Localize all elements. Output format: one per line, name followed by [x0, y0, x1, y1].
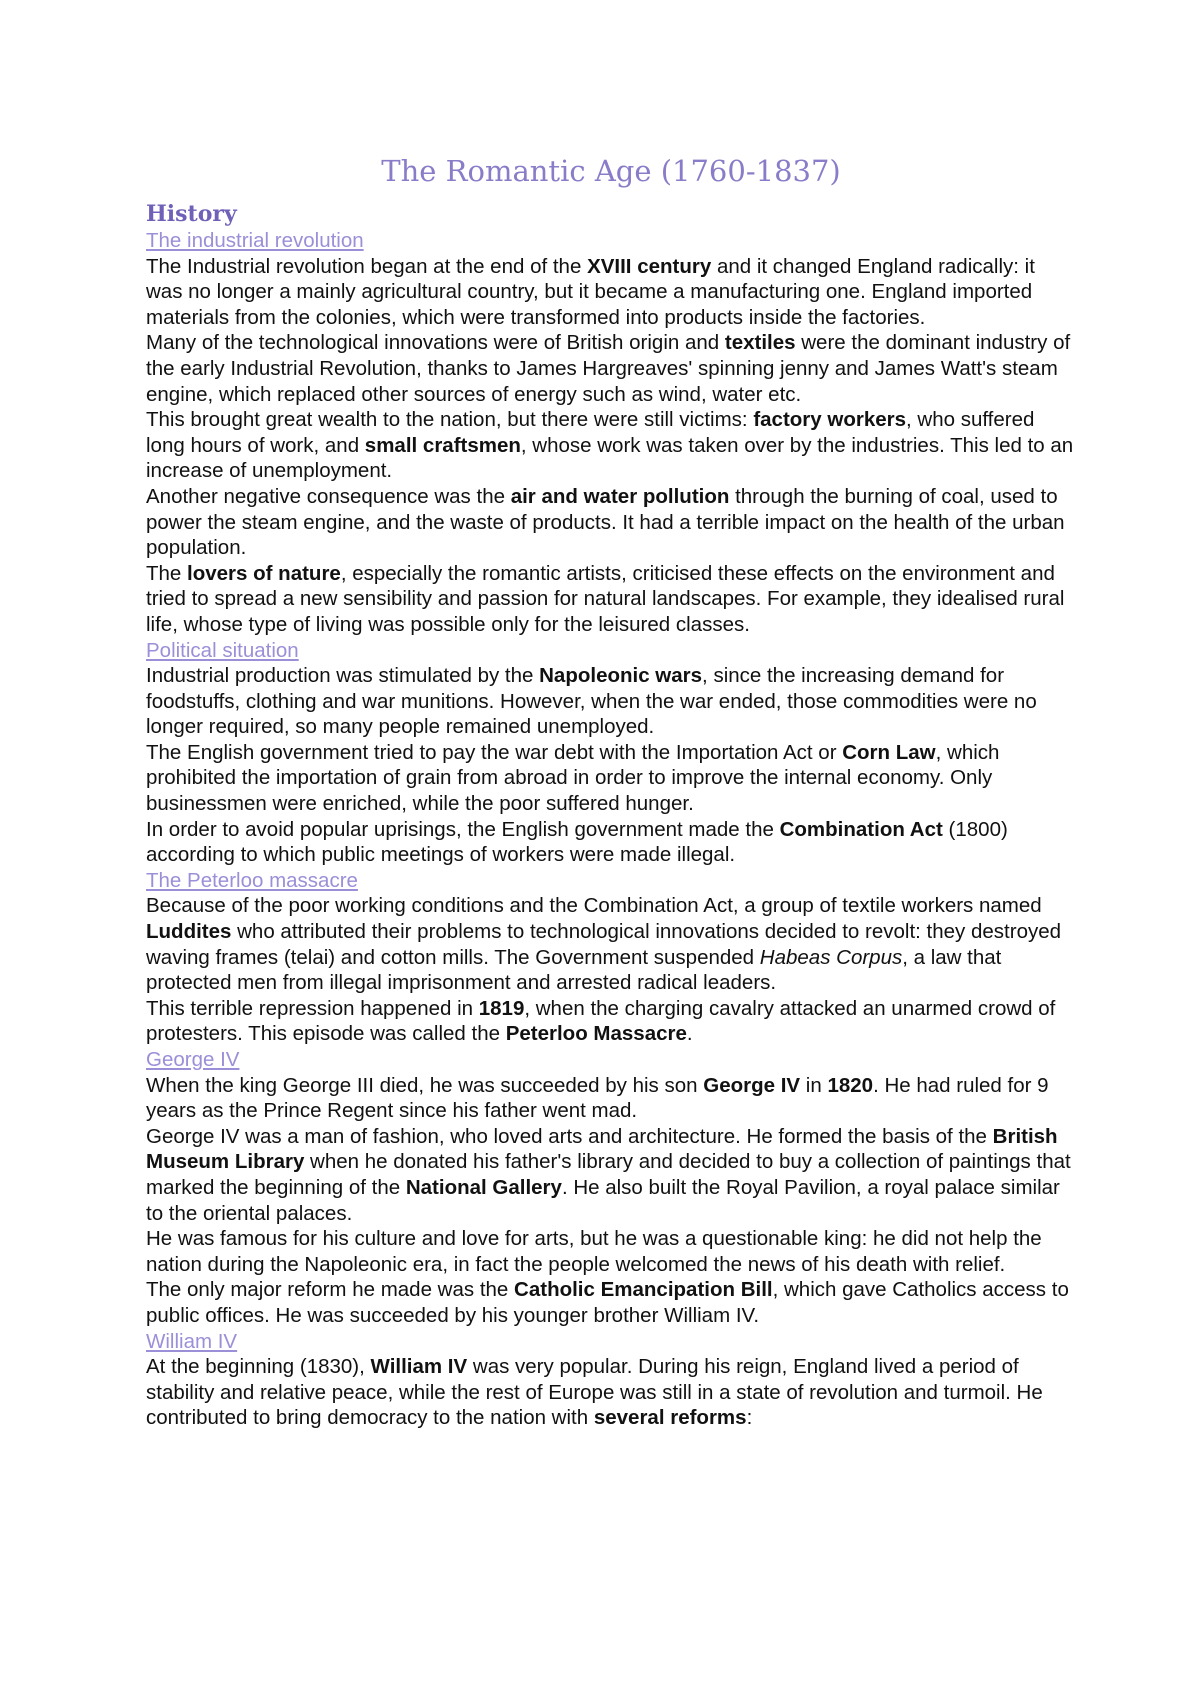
text-run: This terrible repression happened in	[146, 996, 479, 1020]
bold-text: XVIII century	[587, 254, 712, 278]
document-page	[146, 150, 1076, 1431]
bold-text: textiles	[724, 331, 796, 355]
text-run: The Industrial revolution began at the end of the	[146, 254, 588, 278]
paragraph	[146, 254, 1076, 331]
bold-text: Peterloo Massacre	[505, 1022, 687, 1046]
text-run: George IV was a man of fashion, who loved arts and architecture. He formed the basis of the	[146, 1124, 993, 1148]
bold-text: Napoleonic wars	[539, 664, 703, 688]
text-run: . He had ruled for 9 years as the Prince Regent since his father went mad.	[146, 1073, 1049, 1123]
text-run: , especially the romantic artists, criticised these effects on the environment and tried to spread a new sensibility and passion for natural landscapes. For example, they idealised rural life, whose type of living was possible only for the leisured classes.	[146, 561, 1065, 636]
text-run: , who suffered long hours of work, and	[146, 408, 1035, 457]
bold-text: factory workers	[753, 408, 907, 432]
bold-text: William IV	[370, 1355, 468, 1379]
bold-text: Combination Act	[779, 817, 943, 841]
text-run: In order to avoid popular uprisings, the English government made the	[146, 817, 780, 841]
paragraph	[146, 893, 1076, 995]
text-run: . He also built the Royal Pavilion, a royal palace similar to the oriental palaces.	[146, 1175, 1060, 1225]
text-run: :	[746, 1406, 753, 1430]
text-run: was very popular. During his reign, England lived a period of stability and relative peace, while the rest of Europe was still in a state of revolution and turmoil. He contributed to bring democracy to the nation with	[146, 1355, 1043, 1430]
text-run: through the burning of coal, used to power the steam engine, and the waste of products. It had a terrible impact on the health of the urban population.	[146, 484, 1065, 560]
text-run: He was famous for his culture and love for arts, but he was a questionable king: he did not help the nation during the Napoleonic era, in fact the people welcomed the news of his death with relief.	[146, 1227, 1042, 1276]
text-run: were the dominant industry of the early Industrial Revolution, thanks to James Hargreaves' spinning jenny and James Watt's steam engine, which replaced other sources of energy such as wind, water etc.	[146, 331, 1071, 406]
paragraph	[146, 1354, 1076, 1431]
text-run: and it changed England radically: it was no longer a mainly agricultural country, but it became a manufacturing one. England imported materials from the colonies, which were transformed into products inside the factories.	[146, 254, 1035, 329]
paragraph	[146, 407, 1076, 484]
text-run: , which prohibited the importation of grain from abroad in order to improve the internal economy. Only businessmen were enriched, while the poor suffered hunger.	[146, 740, 1000, 816]
document-title: The Romantic Age (1760-1837)	[381, 154, 841, 188]
text-run: , a law that protected men from illegal imprisonment and arrested radical leaders.	[146, 945, 1002, 995]
subheading: George IV	[146, 1048, 240, 1071]
text-run: Many of the technological innovations were of British origin and	[146, 331, 725, 355]
paragraph	[146, 1073, 1076, 1124]
bold-text: George IV	[703, 1073, 801, 1097]
subheading: The Peterloo massacre	[146, 868, 358, 892]
text-run: , whose work was taken over by the industries. This led to an increase of unemployment.	[146, 433, 1074, 483]
paragraph	[146, 740, 1076, 817]
bold-text: several reforms	[593, 1406, 747, 1430]
bold-text: Luddites	[146, 920, 232, 944]
paragraph	[146, 1124, 1076, 1226]
text-run: in	[800, 1073, 828, 1097]
paragraph	[146, 1226, 1076, 1277]
bold-text: small craftsmen	[364, 433, 521, 457]
text-run: Another negative consequence was the	[146, 484, 511, 508]
paragraph	[146, 817, 1076, 868]
text-run: .	[686, 1022, 693, 1046]
bold-text: Catholic Emancipation Bill	[514, 1278, 773, 1302]
text-run: At the beginning (1830),	[146, 1355, 371, 1379]
text-run: , when the charging cavalry attacked an unarmed crowd of protesters. This episode was called the	[146, 996, 1056, 1046]
text-run: when he donated his father's library and decided to buy a collection of paintings that marked the beginning of the	[146, 1150, 1071, 1199]
subheading: Political situation	[146, 638, 299, 662]
text-run: Because of the poor working conditions and the Combination Act, a group of textile workers named	[146, 894, 1042, 918]
text-run: When the king George III died, he was succeeded by his son	[146, 1073, 704, 1097]
italic-text: Habeas Corpus	[759, 945, 903, 969]
text-run: The	[146, 561, 188, 585]
text-run: The only major reform he made was the	[146, 1278, 515, 1302]
text-run: Industrial production was stimulated by the	[146, 664, 540, 688]
bold-text: air and water pollution	[510, 484, 730, 508]
text-run: This brought great wealth to the nation, but there were still victims:	[146, 408, 754, 432]
bold-text: National Gallery	[405, 1175, 562, 1199]
text-run: who attributed their problems to technological innovations decided to revolt: they destroyed waving frames (telai) and cotton mills. The Government suspended	[146, 920, 1062, 969]
paragraph	[146, 484, 1076, 561]
paragraph	[146, 663, 1076, 740]
bold-text: Corn Law	[842, 740, 936, 764]
text-run: , since the increasing demand for foodstuffs, clothing and war munitions. However, when the war ended, those commodities were no longer required, so many people remained unemployed.	[146, 664, 1037, 739]
paragraph	[146, 330, 1076, 407]
bold-text: 1820	[827, 1073, 874, 1097]
bold-text: 1819	[478, 996, 525, 1020]
text-run: (1800) according to which public meetings of workers were made illegal.	[146, 817, 1008, 867]
subheading: The industrial revolution	[146, 229, 364, 252]
bold-text: lovers of nature	[187, 561, 341, 585]
section-heading-history: History	[146, 201, 237, 227]
subheading: William IV	[146, 1329, 238, 1353]
bold-text: British Museum Library	[146, 1124, 1058, 1174]
text-run: , which gave Catholics access to public offices. He was succeeded by his younger brother William IV.	[146, 1278, 1069, 1327]
text-run: The English government tried to pay the war debt with the Importation Act or	[146, 740, 843, 764]
document-body	[146, 228, 1076, 1431]
paragraph	[146, 1277, 1076, 1328]
paragraph	[146, 996, 1076, 1047]
paragraph	[146, 561, 1076, 638]
